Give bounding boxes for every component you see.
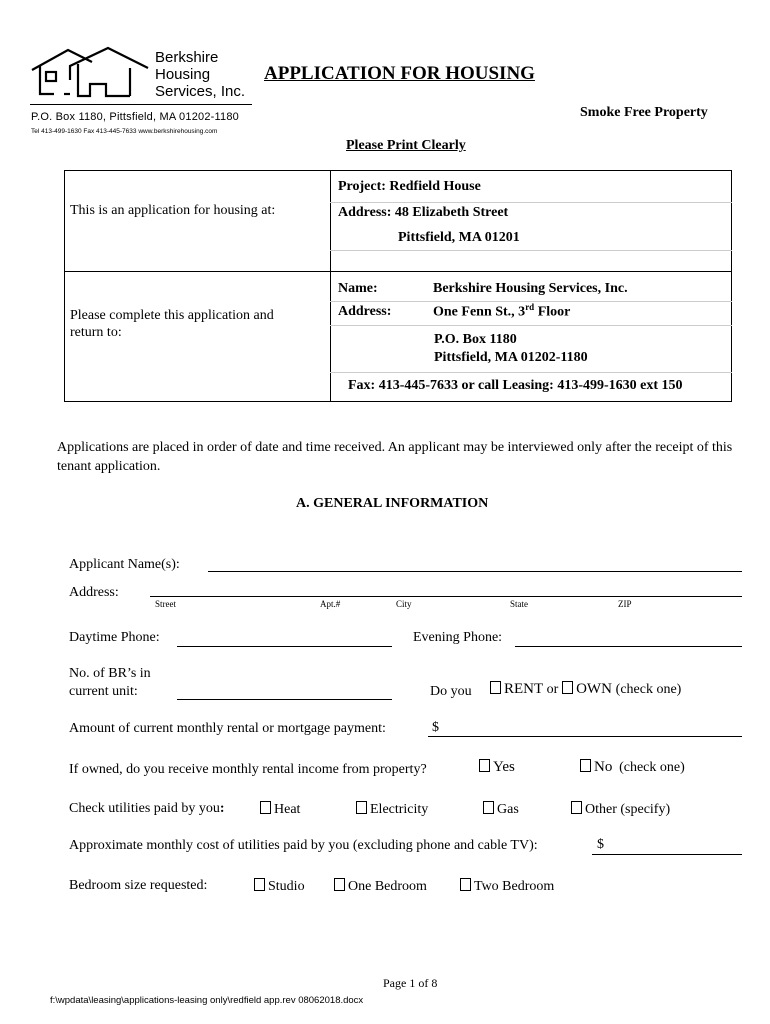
utilities-label [69,801,225,817]
br-count-label-2: current unit: [69,684,138,699]
other-option [571,801,670,818]
or-label: or [546,682,559,697]
address-sub-state: State [510,599,528,609]
info-table-divider [330,170,331,402]
monthly-payment-dollar: $ [432,720,439,735]
company-contact: Tel 413-499-1630 Fax 413-445-7633 www.berkshirehousing.com [31,128,218,135]
utility-cost-dollar: $ [597,837,604,852]
berkshire-housing-logo [30,44,155,104]
return-address-label: Address: [338,304,392,319]
print-clearly-notice: Please Print Clearly [346,138,466,153]
heat-label: Heat [274,802,301,817]
one-bedroom-checkbox[interactable] [334,878,345,891]
address-field[interactable] [150,596,742,597]
bedroom-size-label: Bedroom size requested: [69,878,208,893]
electricity-option [356,801,428,818]
utility-cost-label: Approximate monthly cost of utilities paid by you (excluding phone and cable TV): [69,838,538,853]
utility-cost-field[interactable] [592,854,742,855]
section-title: A. GENERAL INFORMATION [296,496,489,511]
info-table-row-rule [64,271,732,272]
housing-at-label: This is an application for housing at: [70,203,276,218]
address-sub-apt: Apt.# [320,599,341,609]
heat-option [260,801,300,818]
info-table-thin-rule-5 [330,372,732,373]
logo-rule [30,104,252,105]
electricity-checkbox[interactable] [356,801,367,814]
project-address-line1: Address: 48 Elizabeth Street [338,205,509,220]
company-address: P.O. Box 1180, Pittsfield, MA 01202-1180 [31,111,239,123]
studio-label: Studio [268,879,305,894]
rent-own-group [490,681,681,698]
intro-paragraph: Applications are placed in order of date and time received. An applicant may be interviewed only after the receipt of this tenant application. [57,440,733,474]
studio-checkbox[interactable] [254,878,265,891]
gas-option [483,801,519,818]
utilities-label-colon: : [219,801,225,816]
return-to-label: Please complete this application and return to: [70,308,274,340]
studio-option [254,878,305,895]
yes-label: Yes [493,759,515,775]
project-address-line2: Pittsfield, MA 01201 [398,230,520,245]
br-count-field[interactable] [177,699,392,700]
check-one-label: (check one) [615,682,682,697]
page-title: APPLICATION FOR HOUSING [264,63,535,84]
return-name-value: Berkshire Housing Services, Inc. [433,281,628,296]
other-label: Other (specify) [585,802,671,817]
rent-label: RENT [504,681,543,697]
info-table-thin-rule-2 [330,250,732,251]
no-label: No [594,759,613,775]
gas-label: Gas [497,802,519,817]
return-address-value [433,302,570,321]
evening-phone-label: Evening Phone: [413,630,503,645]
applicant-names-field[interactable] [208,571,742,572]
rent-checkbox[interactable] [490,681,501,694]
smoke-free-notice: Smoke Free Property [580,105,708,120]
file-path: f:\wpdata\leasing\applications-leasing only\redfield app.rev 08062018.docx [50,995,364,1006]
other-checkbox[interactable] [571,801,582,814]
utilities-label-text: Check utilities paid by you [69,801,220,816]
check-one-label-2: (check one) [619,760,685,775]
yes-checkbox[interactable] [479,759,490,772]
monthly-payment-label: Amount of current monthly rental or mortgage payment: [69,721,386,736]
br-count-label-1: No. of BR’s in [69,666,151,681]
project-name: Project: Redfield House [338,179,481,194]
address-sub-city: City [396,599,412,609]
daytime-phone-label: Daytime Phone: [69,630,160,645]
no-option [580,759,685,776]
address-sub-street: Street [155,599,176,609]
return-city: Pittsfield, MA 01202-1180 [434,350,588,365]
fax-leasing-contact: Fax: 413-445-7633 or call Leasing: 413-499-1630 ext 150 [348,378,683,393]
return-address-street: One Fenn St., 3 [433,304,526,320]
address-sub-zip: ZIP [618,599,632,609]
heat-checkbox[interactable] [260,801,271,814]
do-you-label: Do you [430,684,472,699]
logo-text-berkshire: Berkshire [155,49,219,66]
two-bedroom-option [460,878,554,895]
return-name-label: Name: [338,281,378,296]
logo-text-services: Services, Inc. [155,83,246,100]
two-bedroom-checkbox[interactable] [460,878,471,891]
two-bedroom-label: Two Bedroom [474,879,555,894]
no-checkbox[interactable] [580,759,591,772]
daytime-phone-field[interactable] [177,646,392,647]
applicant-names-label: Applicant Name(s): [69,557,180,572]
info-table-thin-rule-4 [330,325,732,326]
one-bedroom-label: One Bedroom [348,879,427,894]
address-label: Address: [69,585,119,600]
page-number: Page 1 of 8 [383,976,438,990]
own-checkbox[interactable] [562,681,573,694]
rental-income-label: If owned, do you receive monthly rental income from property? [69,762,427,777]
return-address-ordinal: rd [525,302,535,312]
return-pobox: P.O. Box 1180 [434,332,517,347]
own-label: OWN [576,681,612,697]
electricity-label: Electricity [370,802,429,817]
gas-checkbox[interactable] [483,801,494,814]
yes-option [479,759,515,776]
logo-text-housing: Housing [155,66,211,83]
return-address-floor: Floor [534,304,571,320]
evening-phone-field[interactable] [515,646,742,647]
monthly-payment-field[interactable] [428,736,742,737]
info-table-thin-rule-1 [330,202,732,203]
one-bedroom-option [334,878,427,895]
